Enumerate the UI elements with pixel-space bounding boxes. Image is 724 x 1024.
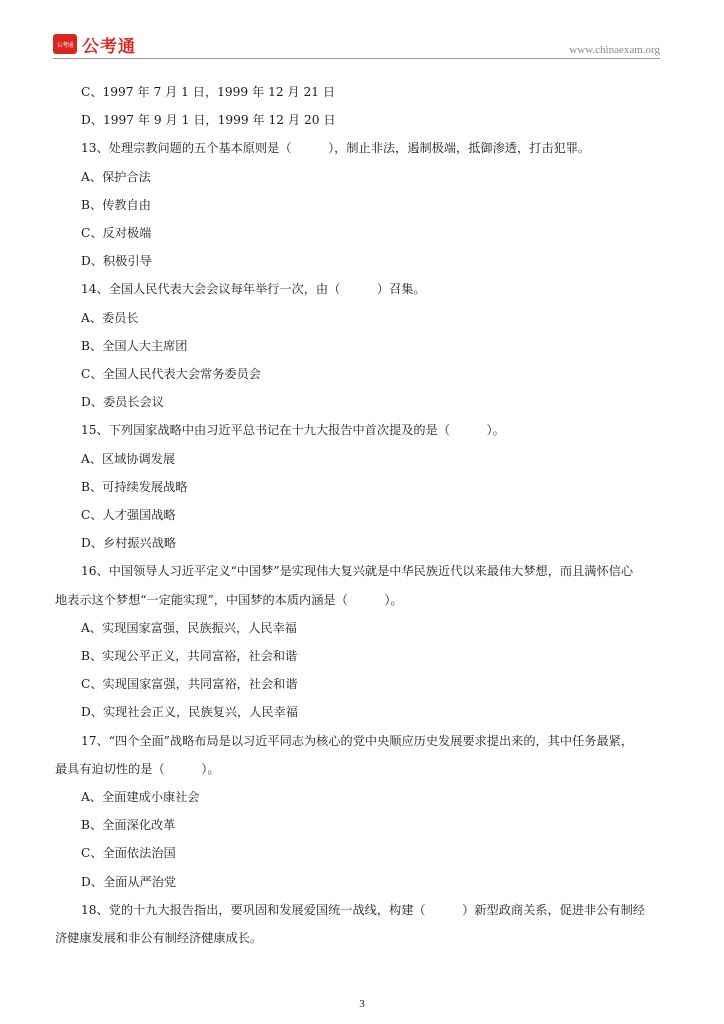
option-12d: D、1997 年 9 月 1 日，1999 年 12 月 20 日 <box>81 113 336 128</box>
option-16a: A、实现国家富强，民族振兴，人民幸福 <box>81 620 297 635</box>
option-13d: D、积极引导 <box>81 254 152 269</box>
option-17d: D、全面从严治党 <box>81 874 177 889</box>
question-17-line1: 17、“四个全面”战略布局是以习近平同志为核心的党中央顺应历史发展要求提出来的，其中任务最紧， <box>81 733 634 748</box>
question-15: 15、下列国家战略中由习近平总书记在十九大报告中首次提及的是（ ）。 <box>81 423 505 438</box>
question-14: 14、全国人民代表大会会议每年举行一次，由（ ）召集。 <box>81 282 426 297</box>
option-15d: D、乡村振兴战略 <box>81 536 177 551</box>
logo-badge: 公考通 <box>53 34 77 54</box>
option-12c: C、1997 年 7 月 1 日，1999 年 12 月 21 日 <box>81 85 336 99</box>
option-13c: C、反对极端 <box>81 226 152 241</box>
option-14b: B、全国人大主席团 <box>81 338 188 353</box>
option-15b: B、可持续发展战略 <box>81 479 188 494</box>
question-16-line1: 16、中国领导人习近平定义“中国梦”是实现伟大复兴就是中华民族近代以来最伟大梦想，而且满怀信心 <box>81 564 634 579</box>
option-15c: C、人才强国战略 <box>81 508 176 523</box>
question-13: 13、处理宗教问题的五个基本原则是（ ），制止非法，遏制极端，抵御渗透，打击犯罪。 <box>81 141 591 156</box>
option-17b: B、全面深化改革 <box>81 818 176 833</box>
question-18-line2: 济健康发展和非公有制经济健康成长。 <box>55 931 263 946</box>
question-18-line1: 18、党的十九大报告指出，要巩固和发展爱国统一战线，构建（ ）新型政商关系，促进非公有制经 <box>81 902 645 917</box>
question-16-line2: 地表示这个梦想“一定能实现”，中国梦的本质内涵是（ ）。 <box>55 592 403 607</box>
page-number: 3 <box>359 998 365 1010</box>
logo <box>53 33 136 55</box>
logo-text: 公考通 <box>82 36 136 57</box>
option-13b: B、传教自由 <box>81 197 151 212</box>
option-13a: A、保护合法 <box>81 169 151 184</box>
option-16b: B、实现公平正义，共同富裕，社会和谐 <box>81 649 298 664</box>
question-17-line2: 最具有迫切性的是（ ）。 <box>55 761 220 776</box>
question-list <box>55 78 669 952</box>
option-16c: C、实现国家富强，共同富裕，社会和谐 <box>81 677 298 692</box>
option-17a: A、全面建成小康社会 <box>81 790 200 805</box>
option-14d: D、委员长会议 <box>81 395 164 410</box>
option-17c: C、全面依法治国 <box>81 846 176 861</box>
option-14c: C、全国人民代表大会常务委员会 <box>81 367 261 382</box>
header-divider <box>53 58 660 59</box>
site-url: www.chinaexam.org <box>569 44 660 56</box>
option-15a: A、区域协调发展 <box>81 451 176 466</box>
page-header <box>0 0 724 62</box>
option-16d: D、实现社会正义，民族复兴，人民幸福 <box>81 705 298 720</box>
option-14a: A、委员长 <box>81 310 139 325</box>
